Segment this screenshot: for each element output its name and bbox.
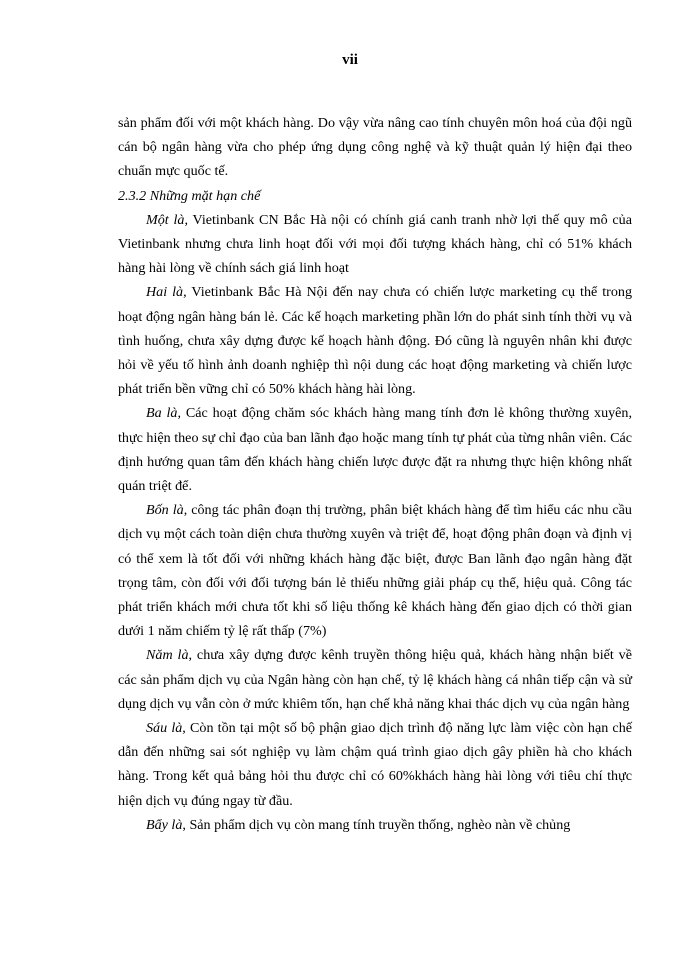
continuation-paragraph: sản phẩm đối với một khách hàng. Do vậy vừa nâng cao tính chuyên môn hoá của đội ngũ cán bộ ngân hàng vừa cho phép ứng dụng công nghệ và kỹ thuật quản lý hiện đại theo chuẩn mực quốc tế. [118, 115, 632, 180]
paragraph-text: , Vietinbank Bắc Hà Nội đến nay chưa có chiến lược marketing cụ thể trong hoạt động ngân hàng bán lẻ. Các kế hoạch marketing phần lớn do phát sinh tính thời vụ và tình huống, chưa xây dựng được kế hoạch hành động. Đó cũng là nguyên nhân khi được hỏi về yếu tố hình ảnh doanh nghiệp thì nội dung các hoạt động marketing và chiến lược phát triển bền vững chỉ có 50% khách hàng hài lòng. [118, 284, 632, 398]
paragraph-text: , công tác phân đoạn thị trường, phân biệt khách hàng để tìm hiểu các nhu cầu dịch vụ một cách toàn diện chưa thường xuyên và triệt để, hoạt động phân đoạn và định vị có thể xem là tốt đối với những khách hàng đặc biệt, được Ban lãnh đạo ngân hàng đặt trọng tâm, còn đối với đối tượng bán lẻ thiếu những giải pháp cụ thể, hiệu quả. Công tác phát triển khách mới chưa tốt khi số liệu thống kê khách hàng đến giao dịch có thời gian dưới 1 năm chiếm tỷ lệ rất thấp (7%) [118, 502, 632, 640]
paragraph-text: , Các hoạt động chăm sóc khách hàng mang tính đơn lẻ không thường xuyên, thực hiện theo sự chỉ đạo của ban lãnh đạo hoặc mang tính tự phát của từng nhân viên. Các định hướng quan tâm đến khách hàng chiến lược được đặt ra nhưng thực hiện không nhất quán triệt để. [118, 405, 632, 495]
paragraph-nam-la [118, 643, 632, 716]
paragraph-lead: Một là [146, 211, 185, 228]
section-heading: 2.3.2 Những mặt hạn chế [118, 187, 261, 204]
paragraph-lead: Ba là [146, 405, 178, 422]
paragraph-bon-la [118, 498, 632, 643]
page-number: vii [342, 52, 358, 68]
paragraph-lead: Hai là [146, 284, 184, 301]
paragraph-mot-la [118, 208, 632, 281]
paragraph-lead: Bẩy là [146, 816, 183, 833]
document-body [118, 111, 632, 837]
paragraph-text: , Vietinbank CN Bắc Hà nội có chính giá canh tranh nhờ lợi thế quy mô của Vietinbank nhưng chưa linh hoạt đối với mọi đối tượng khách hàng, chỉ có 51% khách hàng hài lòng về chính sách giá linh hoạt [118, 211, 632, 277]
paragraph-hai-la [118, 280, 632, 401]
paragraph-text: , Sản phẩm dịch vụ còn mang tính truyền thống, nghèo nàn về chủng [182, 816, 571, 833]
paragraph-ba-la [118, 401, 632, 498]
paragraph-lead: Năm là [146, 647, 189, 664]
paragraph-lead: Sáu là [146, 720, 183, 737]
paragraph-bay-la [118, 813, 632, 837]
paragraph-lead: Bốn là [146, 502, 184, 519]
paragraph-sau-la [118, 716, 632, 813]
paragraph-text: , Còn tồn tại một số bộ phận giao dịch trình độ năng lực làm việc còn hạn chế dẫn đến những sai sót nghiệp vụ làm chậm quá trình giao dịch gây phiền hà cho khách hàng. Trong kết quả bảng hỏi thu được chỉ có 60%khách hàng hài lòng với tiêu chí thực hiện dịch vụ đúng ngay từ đầu. [118, 720, 632, 809]
paragraph-text: , chưa xây dựng được kênh truyền thông hiệu quả, khách hàng nhận biết về các sản phẩm dịch vụ của Ngân hàng còn hạn chế, tỷ lệ khách hàng cá nhân tiếp cận và sử dụng dịch vụ vẫn còn ở mức khiêm tốn, hạn chế khả năng khai thác dịch vụ của ngân hàng [118, 647, 632, 712]
